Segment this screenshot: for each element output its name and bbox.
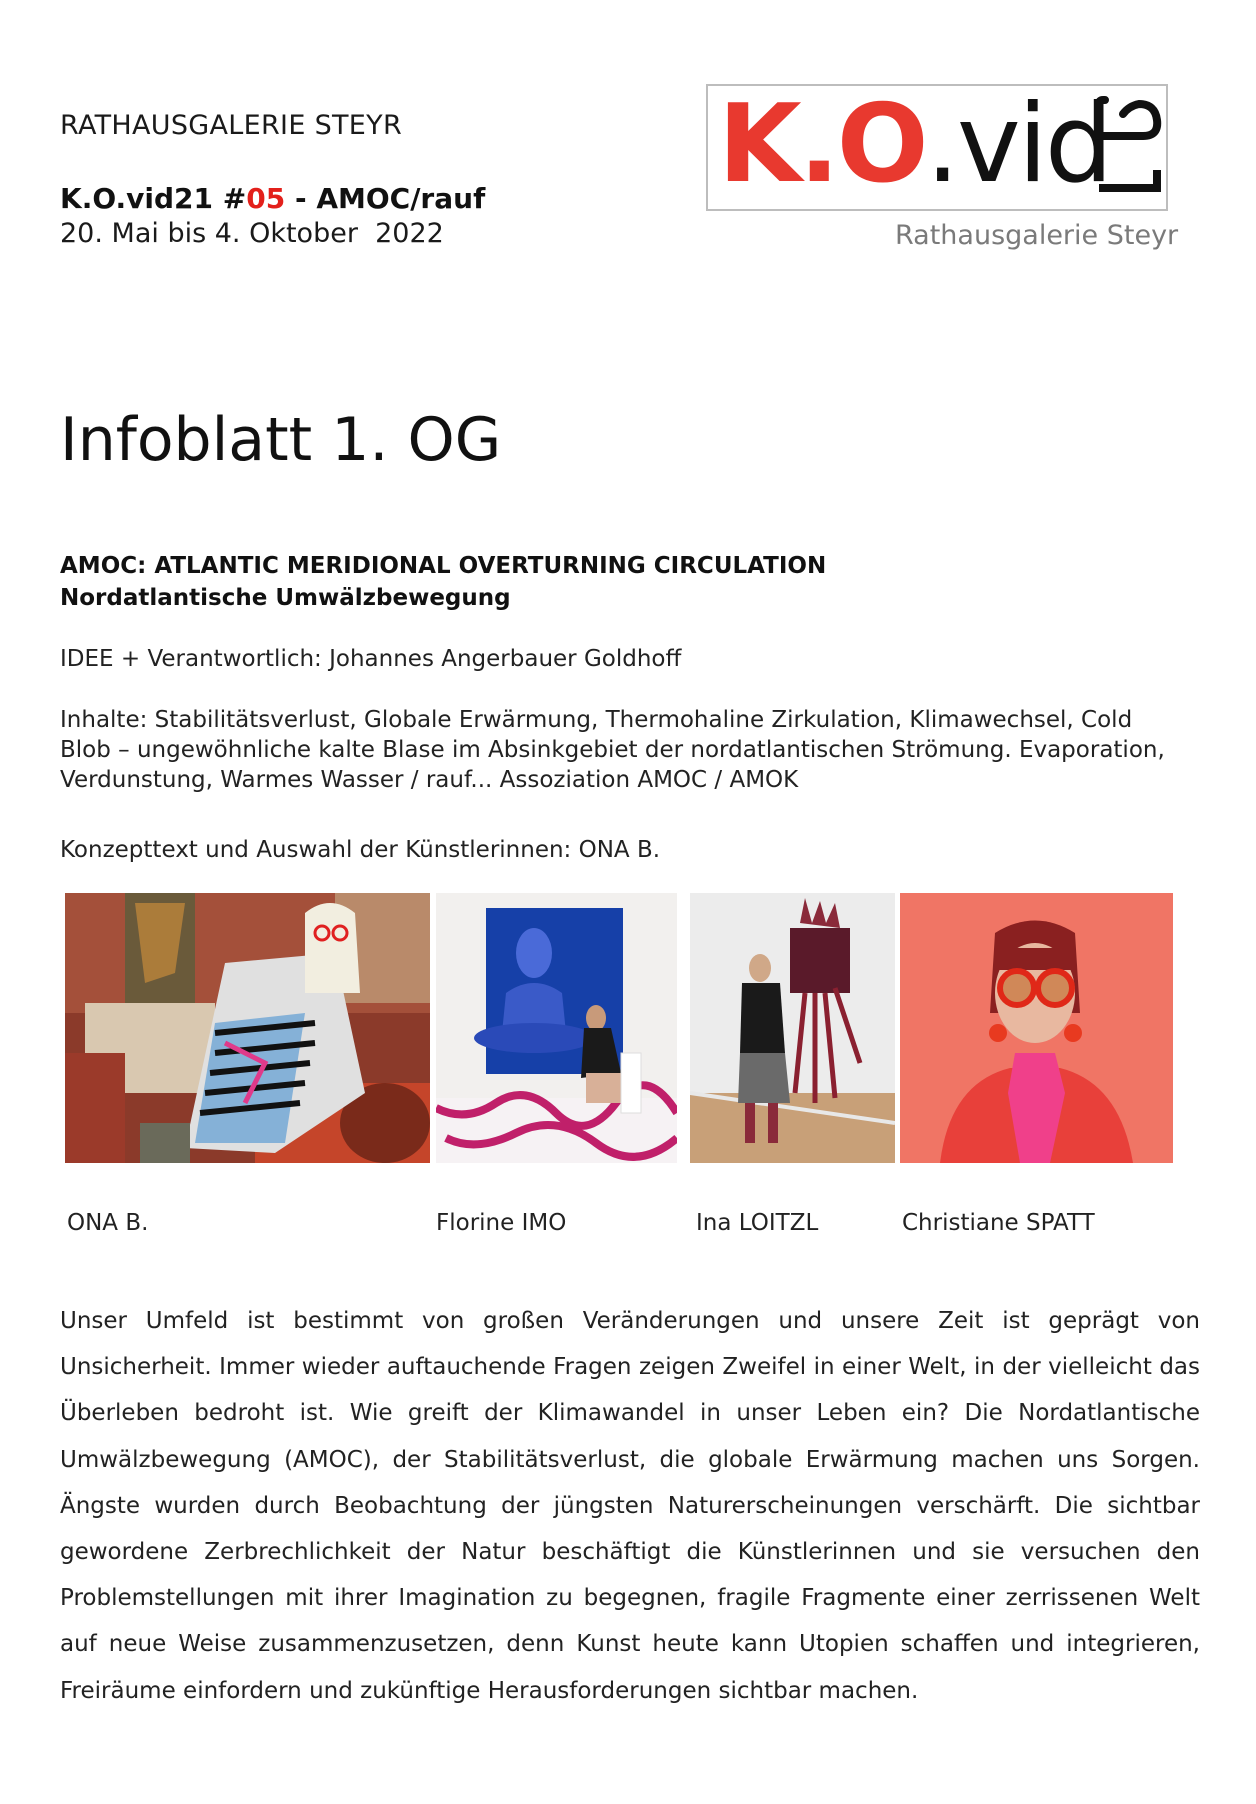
- body-paragraph: Unser Umfeld ist bestimmt von großen Veränderungen und unsere Zeit ist geprägt von Unsicherheit. Immer wieder auftauchende Fragen zeigen Zweifel in einer Welt, in der vielleicht das Überleben bedroht ist. Wie greift der Klimawandel in unser Leben ein? Die Nordatlantische Umwälzbewegung (AMOC), der Stabilitätsverlust, die globale Erwärmung machen uns Sorgen. Ängste wurden durch Beobachtung der jüngsten Naturerscheinungen verschärft. Die sichtbar gewordene Zerbrechlichkeit der Natur beschäftigt die Künstlerinnen und sie versuchen den Problemstellungen mit ihrer Imagination zu begegnen, fragile Fragmente einer zerrissenen Welt auf neue Weise zusammenzusetzen, denn Kunst heute kann Utopien schaffen und integrieren, Freiräume einfordern und zukünftige Herausforderungen sichtbar machen.: [60, 1308, 1200, 1704]
- headline-suffix: - AMOC/rauf: [285, 182, 486, 215]
- logo-vid: .vid: [925, 82, 1111, 207]
- logo-rotated-21-icon: [1093, 96, 1163, 201]
- artist-caption: ONA B.: [67, 1210, 149, 1236]
- amoc-heading: AMOC: ATLANTIC MERIDIONAL OVERTURNING CIRCULATION: [60, 553, 827, 579]
- headline-prefix: K.O.vid21 #: [60, 182, 247, 215]
- artist-photo-christiane-spatt: [900, 893, 1173, 1163]
- amoc-subheading: Nordatlantische Umwälzbewegung: [60, 585, 511, 611]
- exhibition-dates: 20. Mai bis 4. Oktober 2022: [60, 218, 444, 249]
- headline-number: 05: [246, 182, 286, 215]
- gallery-name: RATHAUSGALERIE STEYR: [60, 110, 403, 141]
- logo-ko: K.O: [718, 82, 926, 207]
- artist-photo-ina-loitzl: [690, 893, 895, 1163]
- artist-caption: Ina LOITZL: [696, 1210, 819, 1236]
- artist-caption: Christiane SPATT: [902, 1210, 1095, 1236]
- artist-caption: Florine IMO: [436, 1210, 567, 1236]
- concept-text: Konzepttext und Auswahl der Künstlerinnen: ONA B.: [60, 837, 661, 863]
- exhibition-headline: [60, 182, 485, 215]
- artist-photo-ona-b: [65, 893, 430, 1163]
- artist-photo-florine-imo: [436, 893, 677, 1163]
- logo-wordmark: [718, 80, 1110, 210]
- page-title: Infoblatt 1. OG: [60, 405, 502, 475]
- idea-responsible: IDEE + Verantwortlich: Johannes Angerbauer Goldhoff: [60, 646, 682, 672]
- logo-subtitle: Rathausgalerie Steyr: [895, 220, 1179, 251]
- contents-text: Inhalte: Stabilitätsverlust, Globale Erwärmung, Thermohaline Zirkulation, Klimawechsel, Cold Blob – ungewöhnliche kalte Blase im Absinkgebiet der nordatlantischen Strömung. Evaporation, Verdunstung, Warmes Wasser / rauf... Assoziation AMOC / AMOK: [60, 707, 1165, 793]
- kovid21-logo: [706, 84, 1168, 211]
